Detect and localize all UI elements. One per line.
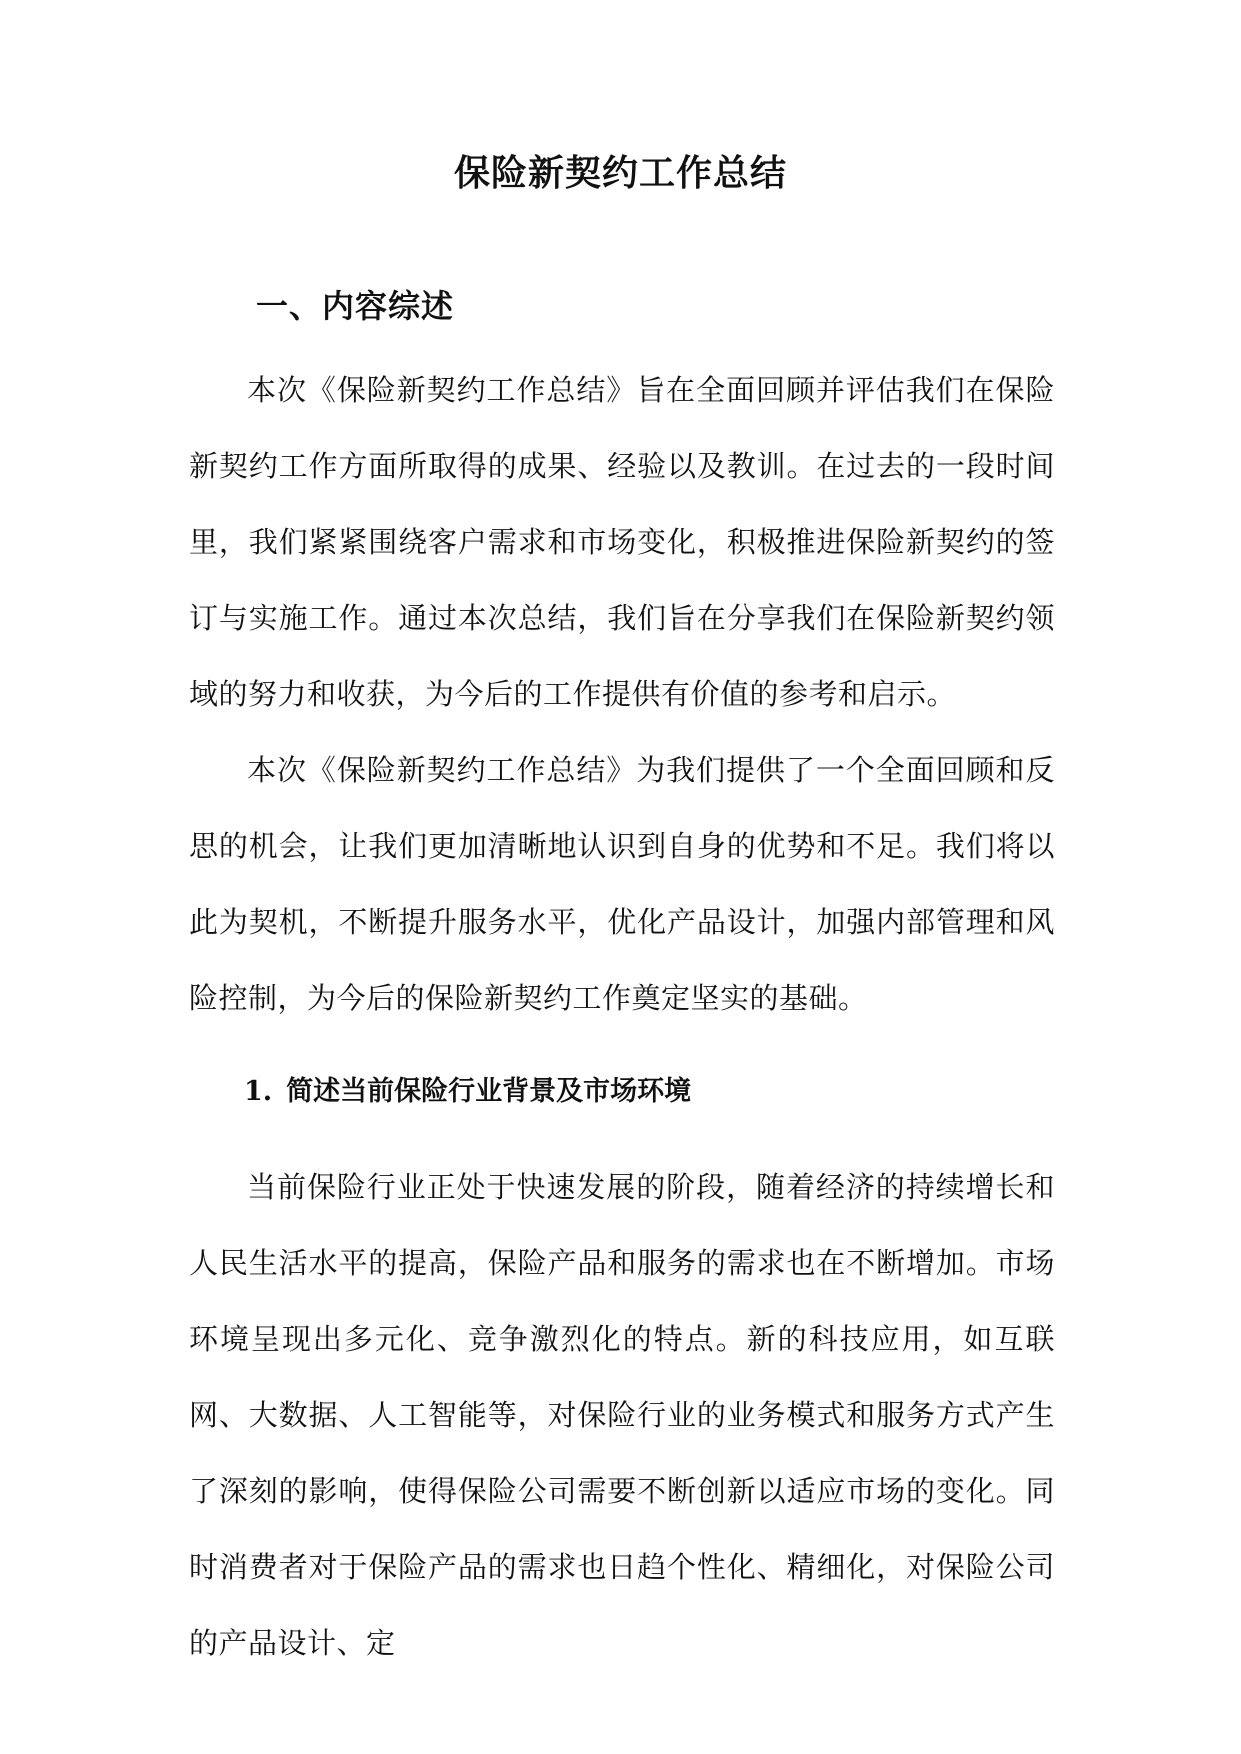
document-title: 保险新契约工作总结 <box>453 152 787 194</box>
summary-paragraph-1: 本次《保险新契约工作总结》旨在全面回顾并评估我们在保险新契约工作方面所取得的成果、经验以及教训。在过去的一段时间里，我们紧紧围绕客户需求和市场变化，积极推进保险新契约的签订与实施工作。通过本次总结，我们旨在分享我们在保险新契约领域的努力和收获，为今后的工作提供有价值的参考和启示。 <box>189 373 1055 711</box>
background-paragraph: 当前保险行业正处于快速发展的阶段，随着经济的持续增长和人民生活水平的提高，保险产品和服务的需求也在不断增加。市场环境呈现出多元化、竞争激烈化的特点。新的科技应用，如互联网、大数据、人工智能等，对保险行业的业务模式和服务方式产生了深刻的影响，使得保险公司需要不断创新以适应市场的变化。同时消费者对于保险产品的需求也日趋个性化、精细化，对保险公司的产品设计、定 <box>189 1170 1055 1660</box>
section-heading: 一、内容综述 <box>256 287 455 325</box>
subsection-heading <box>244 1072 691 1112</box>
summary-paragraph-2: 本次《保险新契约工作总结》为我们提供了一个全面回顾和反思的机会，让我们更加清晰地认识到自身的优势和不足。我们将以此为契机，不断提升服务水平，优化产品设计，加强内部管理和风险控制，为今后的保险新契约工作奠定坚实的基础。 <box>189 753 1055 1015</box>
subsection-title: 简述当前保险行业背景及市场环境 <box>286 1076 692 1107</box>
subsection-number: 1. <box>244 1076 273 1107</box>
